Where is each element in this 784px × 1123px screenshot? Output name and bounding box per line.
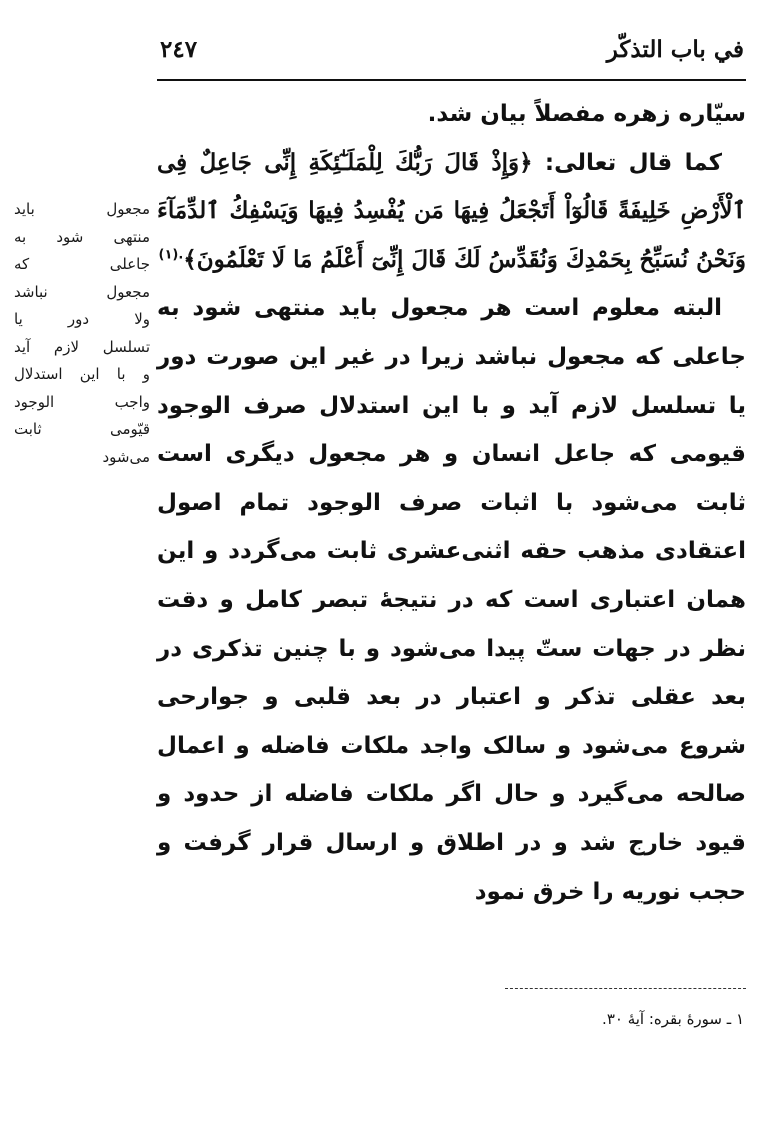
margin-note-line: تسلسل لازم آید [14,337,150,356]
quran-verse: ﴿وَإِذْ قَالَ رَبُّكَ لِلْمَلَـٰٓئِكَةِ إِنِّى جَاعِلٌ فِى ٱلْأَرْضِ خَلِيفَةً قَالُوٓاْ أَتَجْعَلُ فِيهَا مَن يُفْسِدُ فِيهَا وَيَسْفِكُ ٱلدِّمَآءَ وَنَحْنُ نُسَبِّحُ بِحَمْدِكَ وَنُقَدِّسُ لَكَ قَالَ إِنِّىٓ أَعْلَمُ مَا لَا تَعْلَمُونَ﴾ [157,148,746,273]
footnote-reference: .(١) [158,247,184,263]
main-text [157,90,746,916]
page-number: ٢٤٧ [160,36,198,63]
header-rule [157,79,746,81]
footnote: ١ ـ سورهٔ بقره: آیهٔ ٣٠. [602,1010,744,1028]
margin-note-line: می‌شود [102,447,150,466]
footnote-rule [505,988,746,989]
margin-note-line: ولا دور یا [14,310,150,328]
running-title: في باب التذكّر [606,36,744,63]
margin-note-line: منتهی شود به [14,227,150,246]
opening-sentence: سیّاره زهره مفصلاً بیان شد. [427,101,746,127]
quran-intro: كما قال تعالی: [532,149,723,176]
margin-note-line: جاعلی که [14,255,150,273]
opening-line [157,90,746,139]
margin-note-line: مجعول نباشد [14,282,150,301]
margin-note-line: مجعول باید [14,200,150,218]
margin-note-line: قیّومی ثابت [14,420,150,438]
margin-note [14,196,150,471]
body-paragraph: البته معلوم است هر مجعول باید منتهی شود به جاعلی که مجعول نباشد زیرا در غیر این صورت دور یا تسلسل لازم آید و با این استدلال صرف الوجود قیومی که جاعل انسان و هر مجعول دیگری است ثابت می‌شود با اثبات صرف الوجود تمام اصول اعتقادی مذهب حقه اثنی‌عشری ثابت می‌گردد و این همان اعتباری است که در نتیجهٔ تبصر کامل و دقت نظر در جهات ستّ پیدا می‌شود و با چنین تذکری در بعد عقلی تذکر و اعتبار در بعد قلبی و جوارحی شروع می‌شود و سالک واجد ملکات فاضله و اعمال صالحه می‌گیرد و حال اگر ملکات فاضله از حدود و قیود خارج شد و در اطلاق و ارسال قرار گرفت و حجب نوریه را خرق نمود [157,295,746,905]
margin-note-line: واجب الوجود [14,392,150,411]
margin-note-line: و با این استدلال [14,365,150,383]
quran-paragraph [157,139,746,285]
